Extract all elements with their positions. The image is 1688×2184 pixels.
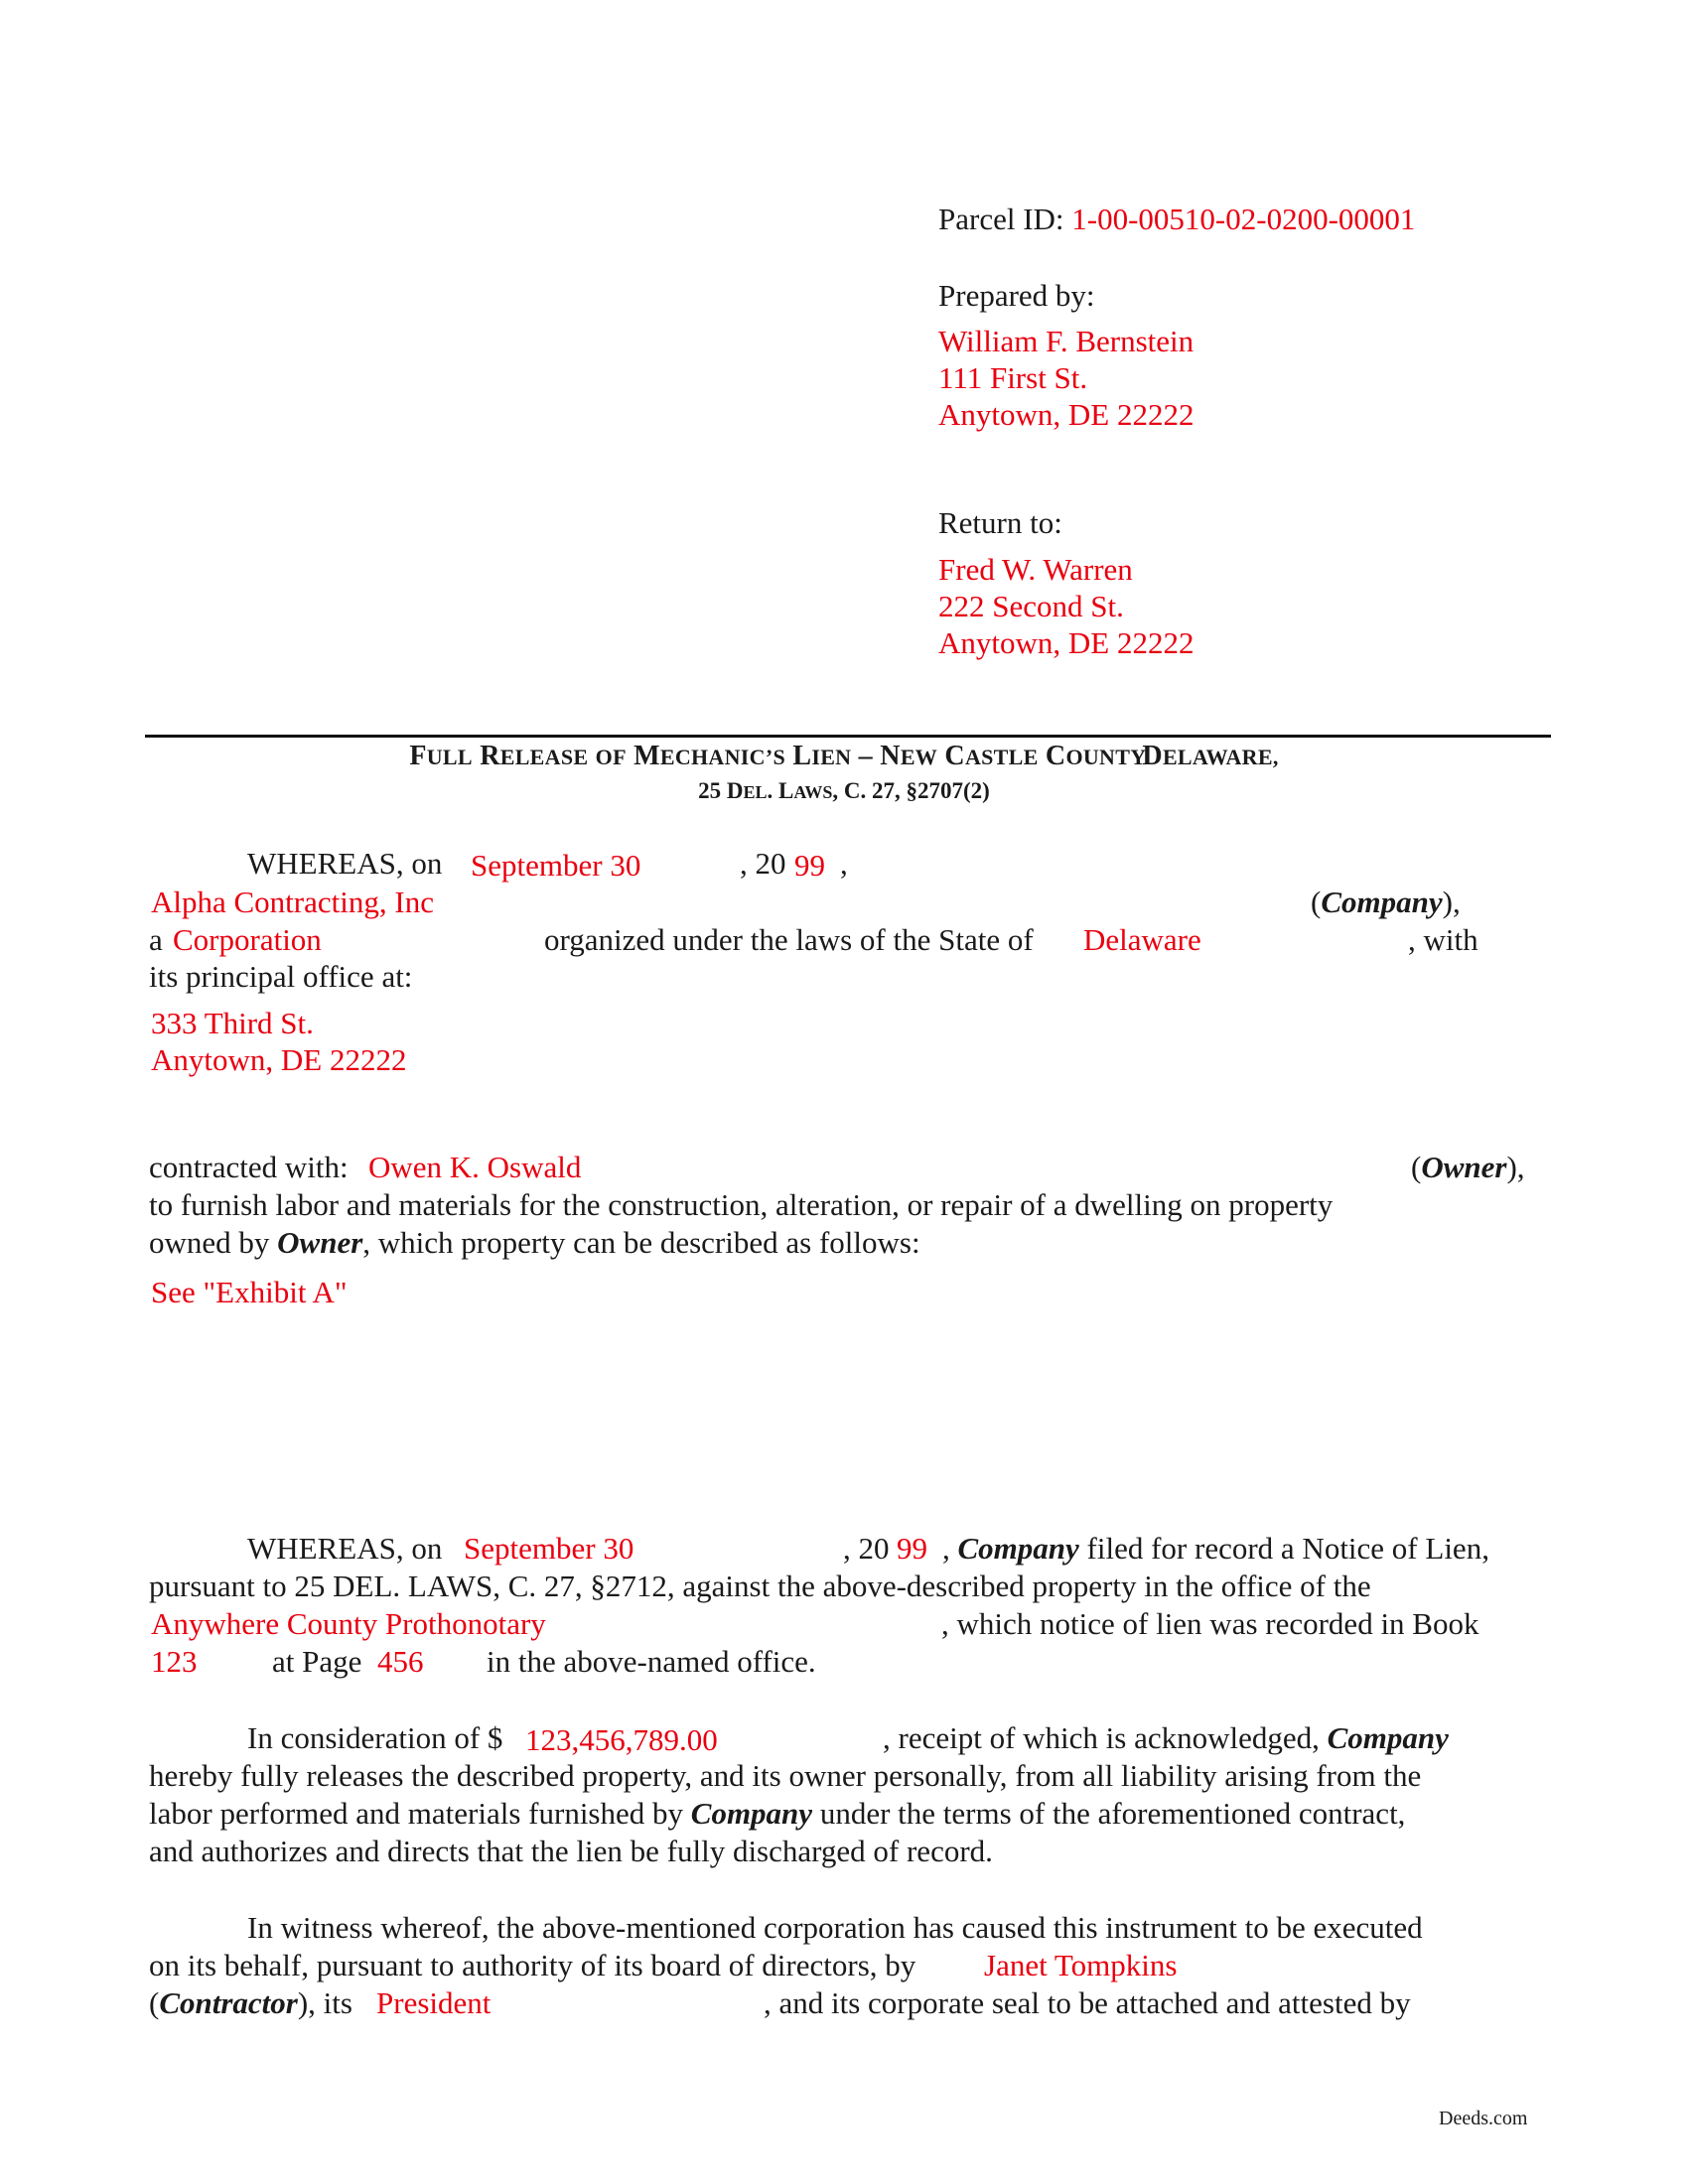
footer-brand: Deeds.com [1439, 2108, 1528, 2129]
year-1: 99 [794, 848, 825, 883]
horizontal-rule [145, 735, 1551, 738]
company-name: Alpha Contracting, Inc [151, 885, 434, 919]
consideration-amount: 123,456,789.00 [525, 1722, 718, 1757]
legal-description: See "Exhibit A" [151, 1275, 348, 1309]
recorded-text: , which notice of lien was recorded in Book [941, 1606, 1479, 1641]
return-city: Anytown, DE 22222 [938, 625, 1195, 660]
owner-tag: (Owner), [1411, 1150, 1525, 1184]
return-street: 222 Second St. [938, 589, 1124, 623]
witness-line-3: , and its corporate seal to be attached and attested by [764, 1985, 1411, 2020]
state: Delaware [1083, 922, 1201, 957]
release-line-2: hereby fully releases the described property, and its owner personally, from all liability arising from the [149, 1758, 1422, 1793]
company-city: Anytown, DE 22222 [151, 1042, 407, 1077]
in-office-text: in the above-named office. [487, 1644, 816, 1679]
year-prefix-2: , 20 [843, 1531, 890, 1566]
organized-text: organized under the laws of the State of [544, 922, 1034, 957]
recording-office: Anywhere County Prothonotary [151, 1606, 546, 1641]
comma-1: , [840, 846, 848, 881]
with-text: , with [1408, 922, 1478, 957]
witness-line-2: on its behalf, pursuant to authority of its board of directors, by [149, 1948, 916, 1982]
parcel-label: Parcel ID: [938, 202, 1064, 236]
statute-citation: 25 DEL. LAWS, C. 27, §2707(2) [698, 778, 990, 803]
release-line-4: and authorizes and directs that the lien be fully discharged of record. [149, 1834, 993, 1868]
receipt-text: , receipt of which is acknowledged, Company [883, 1720, 1449, 1755]
signer-name: Janet Tompkins [984, 1948, 1178, 1982]
company-street: 333 Third St. [151, 1006, 314, 1040]
witness-line-1: In witness whereof, the above-mentioned corporation has caused this instrument to be executed [247, 1910, 1423, 1945]
year-2: 99 [897, 1531, 927, 1566]
book-number: 123 [151, 1644, 198, 1679]
document-title: FULL RELEASE OF MECHANIC’S LIEN – NEW CASTLE COUNTYDELAWARE, [409, 741, 1279, 771]
signer-title: President [376, 1985, 492, 2020]
lien-date-2: September 30 [464, 1531, 634, 1566]
principal-office: its principal office at: [149, 959, 413, 994]
return-label: Return to: [938, 505, 1062, 540]
whereas-2: WHEREAS, on [247, 1531, 443, 1566]
consideration-text: In consideration of $ [247, 1720, 503, 1755]
page-number: 456 [377, 1644, 424, 1679]
notice-line-2: pursuant to 25 DEL. LAWS, C. 27, §2712, against the above-described property in the office of the [149, 1569, 1371, 1603]
prepared-name: William F. Bernstein [938, 324, 1195, 358]
owner-line-2: to furnish labor and materials for the construction, alteration, or repair of a dwelling on property [149, 1187, 1334, 1222]
prepared-city: Anytown, DE 22222 [938, 397, 1195, 432]
parcel-line [938, 201, 1415, 238]
owner-name: Owen K. Oswald [368, 1150, 582, 1184]
parcel-id: 1-00-00510-02-0200-00001 [1071, 202, 1416, 236]
entity-type: Corporation [173, 922, 322, 957]
return-name: Fred W. Warren [938, 552, 1133, 587]
company-tag: (Company), [1311, 885, 1461, 919]
release-line-3: labor performed and materials furnished by Company under the terms of the aforementioned contract, [149, 1796, 1406, 1831]
owner-line-3: owned by Owner, which property can be described as follows: [149, 1225, 920, 1260]
year-prefix-1: , 20 [740, 846, 786, 881]
article-a: a [149, 922, 163, 957]
prepared-street: 111 First St. [938, 360, 1088, 395]
contractor-tag: (Contractor), its [149, 1985, 352, 2020]
notice-line-1: , Company filed for record a Notice of Lien, [942, 1531, 1489, 1566]
contracted-with: contracted with: [149, 1150, 349, 1184]
at-page-text: at Page [272, 1644, 362, 1679]
prepared-label: Prepared by: [938, 278, 1095, 313]
whereas-1: WHEREAS, on [247, 846, 443, 881]
lien-date-1: September 30 [471, 848, 641, 883]
